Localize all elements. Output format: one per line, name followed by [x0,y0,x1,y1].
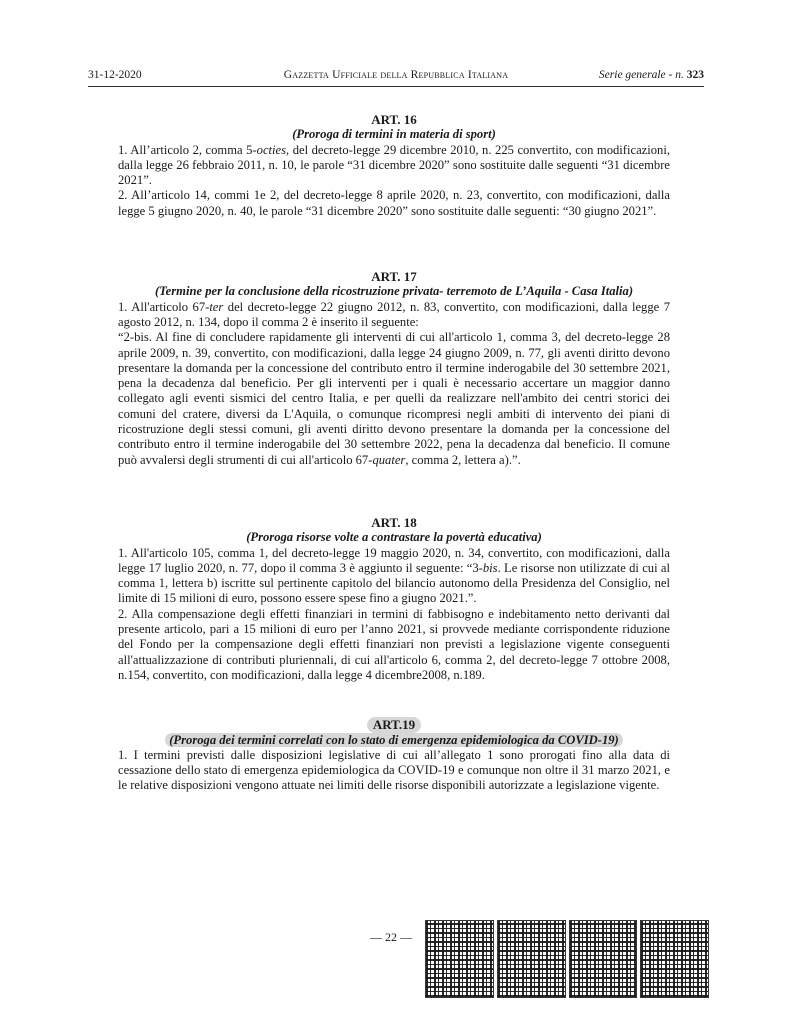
serie-label: Serie generale - n. [598,69,684,81]
article-19 [118,717,670,793]
paragraph: 1. All'articolo 67-ter del decreto-legge 22 giugno 2012, n. 83, convertito, con modificazioni, dalla legge 7 agosto 2012, n. 134, dopo il comma 2 è inserito il seguente: [118,299,670,329]
header-title: Gazzetta Ufficiale della Repubblica Italiana [283,69,509,81]
header-serie [599,69,704,81]
qr-code-icon [425,920,494,998]
article-16 [118,112,670,219]
article-number: ART. 16 [371,112,417,127]
paragraph: 1. I termini previsti dalle disposizioni legislative di cui all’allegato 1 sono prorogati fino alla data di cessazione dello stato di emergenza epidemiologica da COVID-19 e comunque non oltre il 31 marzo 2021, e le relative disposizioni vengono attuate nei limiti delle risorse disponibili autorizzate a legislazione vigente. [118,747,670,793]
article-number: ART. 17 [371,269,417,285]
quoted-paragraph: “2-bis. Al fine di concludere rapidamente gli interventi di cui all'articolo 1, comma 3, del decreto-legge 28 aprile 2009, n. 39, convertito, con modificazioni, dalla legge 24 giugno 2009, n. 77, gli aventi diritto devono presentare la domanda per la concessione del contributo entro il termine inderogabile del 30 settembre 2021, pena la decadenza dal beneficio. Per gli interventi per i quali è necessario accertare un maggior danno collegato agli eventi sismici del centro Italia, e per quelli da realizzare nell'ambito dei centri storici dei comuni del cratere, diversi da L'Aquila, o comunque ricompresi negli ambiti di intervento dei piani di ricostruzione degli stessi comuni, gli aventi diritto devono presentare la domanda per la concessione del contributo entro il termine inderogabile del 30 settembre 2022, pena la decadenza dal beneficio. Il comune può avvalersi degli strumenti di cui all'articolo 67-quater, comma 2, lettera a).”. [118,330,670,467]
header-date: 31-12-2020 [88,69,142,81]
paragraph: 2. Alla compensazione degli effetti finanziari in termini di fabbisogno e indebitamento netto derivanti dal presente articolo, pari a 15 milioni di euro per l’anno 2021, si provvede mediante corrispondente riduzione del Fondo per la compensazione degli effetti finanziari non previsti a legislazione vigente conseguenti all'attualizzazione di contributi pluriennali, di cui all'articolo 6, comma 2, del decreto-legge 7 ottobre 2008, n.154, convertito, con modificazioni, dalla legge 4 dicembre2008, n.189. [118,606,670,682]
qr-code-icon [497,920,566,998]
document-body [118,112,670,794]
article-18 [118,515,670,683]
qr-code-icon [569,920,638,998]
serie-number: 323 [686,69,704,81]
article-subtitle: (Proroga dei termini correlati con lo stato di emergenza epidemiologica da COVID-19) [165,733,623,747]
article-subtitle: (Proroga di termini in materia di sport) [292,127,496,142]
page-header [88,69,704,87]
article-number: ART. 18 [371,514,417,530]
article-subtitle: (Proroga risorse volte a contrastare la povertà educativa) [246,530,542,545]
qr-code-icon [640,920,709,998]
paragraph: 2. All’articolo 14, commi 1e 2, del decreto-legge 8 aprile 2020, n. 23, convertito, con modificazioni, dalla legge 5 giugno 2020, n. 40, le parole “31 dicembre 2020” sono sostituite dalle seguenti: “30 giugno 2021”. [118,188,670,218]
page-number: — 22 — [370,930,412,944]
barcode-strip [425,920,709,998]
paragraph: 1. All'articolo 105, comma 1, del decreto-legge 19 maggio 2020, n. 34, convertito, con modificazioni, dalla legge 17 luglio 2020, n. 77, dopo il comma 3 è aggiunto il seguente: “3-bis. Le risorse non utilizzate di cui al comma 1, lettera b) iscritte sul pertinente capitolo del bilancio autonomo della Presidenza del Consiglio, nel limite di 15 milioni di euro, possono essere spese fino a giugno 2021.”. [118,545,670,606]
article-17 [118,269,670,468]
paragraph: 1. All’articolo 2, comma 5-octies, del decreto-legge 29 dicembre 2010, n. 225 convertito, con modificazioni, dalla legge 26 febbraio 2011, n. 10, le parole “31 dicembre 2020” sono sostituite dalle seguenti “31 dicembre 2021”. [118,142,670,188]
article-number: ART.19 [367,717,421,732]
article-subtitle: (Termine per la conclusione della ricostruzione privata- terremoto de L’Aquila - Casa Italia) [154,284,634,299]
header-rule [88,86,704,87]
